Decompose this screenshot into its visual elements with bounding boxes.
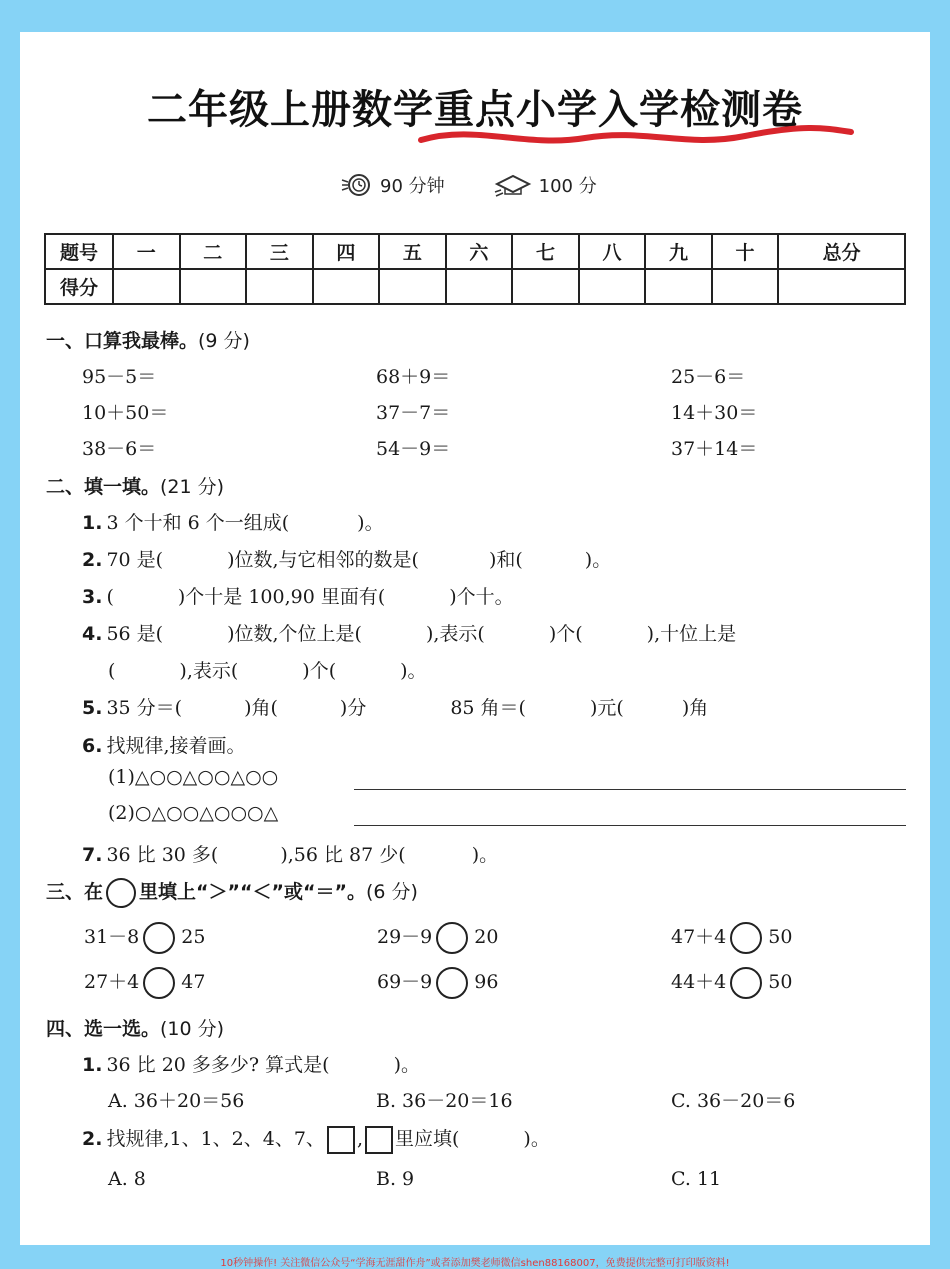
score-table	[44, 233, 906, 305]
section4-points: (10 分)	[160, 1018, 225, 1040]
question-number: 6.	[82, 735, 103, 757]
choice-option-b[interactable]: B. 36－20＝16	[376, 1090, 513, 1112]
compare-right: 50	[768, 926, 793, 948]
question-text: )分	[339, 697, 367, 719]
compare-item	[84, 922, 205, 954]
section4-q1	[82, 1050, 420, 1077]
section2-q1	[82, 508, 384, 535]
compare-right: 20	[474, 926, 499, 948]
question-text: )。	[400, 660, 427, 682]
question-number: 4.	[82, 623, 103, 645]
section1-item: 37＋14＝	[671, 438, 758, 460]
question-text: )个(	[548, 623, 583, 645]
question-text: 35 分＝(	[106, 697, 183, 719]
question-number: 1.	[82, 1054, 103, 1076]
score-table-col: 九	[645, 234, 712, 269]
compare-right: 96	[474, 971, 499, 993]
score-cell[interactable]	[512, 269, 579, 304]
score-cell[interactable]	[313, 269, 380, 304]
pattern-1: (1)△○○△○○△○○	[108, 766, 279, 788]
question-text: ,	[356, 1128, 363, 1150]
footer-promo: 10秒钟操作! 关注微信公众号“学海无涯甜作舟”或者添加樊老师微信shen88168007，免费提供完整可打印版资料!	[220, 1258, 730, 1269]
section1-title: 一、口算我最棒。	[46, 330, 199, 352]
section2-q5	[82, 693, 708, 720]
score-cell[interactable]	[180, 269, 247, 304]
section1-item: 37－7＝	[376, 402, 451, 424]
compare-item	[84, 967, 205, 999]
time-text: 90 分钟	[380, 176, 445, 197]
clock-icon	[340, 172, 374, 198]
section2-q4-line2	[108, 656, 427, 683]
question-number: 3.	[82, 586, 103, 608]
section2-heading	[46, 472, 224, 499]
question-text: )个(	[302, 660, 337, 682]
question-text: 70 是(	[106, 549, 164, 571]
score-table-score-row	[45, 269, 905, 304]
section2-points: (21 分)	[160, 476, 225, 498]
section1-item: 38－6＝	[82, 438, 157, 460]
section4-q2	[82, 1124, 550, 1154]
compare-circle[interactable]	[730, 967, 762, 999]
compare-left: 44＋4	[671, 971, 727, 993]
question-text: )。	[471, 844, 499, 866]
score-cell[interactable]	[246, 269, 313, 304]
score-table-col: 十	[712, 234, 779, 269]
question-number: 2.	[82, 1128, 103, 1150]
section2-q4-line1	[82, 619, 736, 646]
question-text: )位数,与它相邻的数是(	[227, 549, 419, 571]
answer-line[interactable]	[354, 825, 906, 826]
compare-left: 69－9	[377, 971, 433, 993]
section4-heading	[46, 1014, 224, 1041]
compare-left: 47＋4	[671, 926, 727, 948]
question-text: )位数,个位上是(	[227, 623, 362, 645]
question-text: 里应填(	[394, 1128, 460, 1150]
score-table-col: 三	[246, 234, 313, 269]
section2-title: 二、填一填。	[46, 476, 161, 498]
score-table-col: 总分	[778, 234, 905, 269]
choice-option-a[interactable]: A. 36＋20＝56	[108, 1090, 245, 1112]
score-text: 100 分	[538, 176, 597, 197]
compare-right: 25	[181, 926, 206, 948]
section1-item: 54－9＝	[376, 438, 451, 460]
choice-option-a[interactable]: A. 8	[108, 1168, 146, 1190]
title-underline-swoosh	[415, 118, 855, 158]
score-cell[interactable]	[113, 269, 180, 304]
choice-option-c[interactable]: C. 11	[671, 1168, 722, 1190]
question-number: 7.	[82, 844, 103, 866]
question-text: ),56 比 87 少(	[280, 844, 406, 866]
compare-right: 47	[181, 971, 206, 993]
compare-item	[377, 922, 498, 954]
section3-title: 里填上“＞”“＜”或“＝”。	[139, 881, 366, 903]
question-text: 36 比 30 多(	[106, 844, 219, 866]
section1-points: (9 分)	[198, 330, 250, 352]
question-text: (	[106, 586, 114, 608]
question-text: )。	[393, 1054, 420, 1076]
question-text: )。	[584, 549, 612, 571]
score-info	[493, 172, 597, 198]
compare-circle[interactable]	[436, 922, 468, 954]
question-text: )角	[681, 697, 709, 719]
compare-circle[interactable]	[143, 967, 175, 999]
question-number: 2.	[82, 549, 103, 571]
score-table-col: 六	[446, 234, 513, 269]
section1-item: 68＋9＝	[376, 366, 451, 388]
section2-q7	[82, 840, 498, 867]
score-table-label: 题号	[45, 234, 113, 269]
question-text: 3 个十和 6 个一组成(	[106, 512, 290, 534]
score-table-col: 五	[379, 234, 446, 269]
answer-box[interactable]	[365, 1126, 393, 1154]
section3-heading	[46, 877, 418, 908]
answer-line[interactable]	[354, 789, 906, 790]
section3-points: (6 分)	[365, 881, 418, 903]
question-text: 36 比 20 多多少? 算式是(	[106, 1054, 330, 1076]
question-text: 找规律,接着画。	[106, 735, 246, 757]
score-table-label: 得分	[45, 269, 113, 304]
score-table-col: 二	[180, 234, 247, 269]
compare-item	[671, 922, 792, 954]
question-text: )和(	[488, 549, 523, 571]
question-text: )个十。	[449, 586, 514, 608]
question-text: 56 是(	[106, 623, 164, 645]
question-text: 找规律,1、1、2、4、7、	[106, 1128, 325, 1150]
section1-item: 95－5＝	[82, 366, 157, 388]
compare-item	[671, 967, 792, 999]
score-table-col: 一	[113, 234, 180, 269]
section2-q6	[82, 731, 246, 758]
question-text: )个十是 100,90 里面有(	[177, 586, 386, 608]
graduation-cap-icon	[493, 172, 533, 198]
compare-right: 50	[768, 971, 793, 993]
compare-item	[377, 967, 498, 999]
question-text: 85 角＝(	[450, 697, 526, 719]
question-text: )角(	[244, 697, 278, 719]
choice-option-c[interactable]: C. 36－20＝6	[671, 1090, 796, 1112]
question-number: 5.	[82, 697, 103, 719]
section4-title: 四、选一选。	[46, 1018, 161, 1040]
compare-circle[interactable]	[730, 922, 762, 954]
compare-left: 27＋4	[84, 971, 140, 993]
question-text: ),十位上是	[646, 623, 737, 645]
section3-title: 三、在	[46, 881, 104, 903]
compare-left: 31－8	[84, 926, 140, 948]
score-cell[interactable]	[379, 269, 446, 304]
question-text: )。	[357, 512, 384, 534]
section1-item: 14＋30＝	[671, 402, 758, 424]
exam-meta	[340, 172, 645, 198]
question-number: 1.	[82, 512, 103, 534]
time-info	[340, 172, 445, 198]
compare-circle[interactable]	[143, 922, 175, 954]
question-text: ),表示(	[425, 623, 485, 645]
score-cell[interactable]	[712, 269, 779, 304]
answer-box[interactable]	[327, 1126, 355, 1154]
score-table-col: 七	[512, 234, 579, 269]
question-text: ),表示(	[179, 660, 239, 682]
score-cell[interactable]	[446, 269, 513, 304]
section1-heading	[46, 326, 250, 353]
section1-item: 10＋50＝	[82, 402, 169, 424]
compare-circle[interactable]	[436, 967, 468, 999]
compare-left: 29－9	[377, 926, 433, 948]
score-cell[interactable]	[778, 269, 905, 304]
pattern-2: (2)○△○○△○○○△	[108, 802, 279, 824]
score-table-col: 四	[313, 234, 380, 269]
score-cell[interactable]	[579, 269, 646, 304]
question-text: )元(	[589, 697, 624, 719]
score-table-col: 八	[579, 234, 646, 269]
question-text: )。	[523, 1128, 550, 1150]
question-text: (	[108, 660, 116, 682]
score-cell[interactable]	[645, 269, 712, 304]
choice-option-b[interactable]: B. 9	[376, 1168, 415, 1190]
page-title: 二年级上册数学重点小学入学检测卷	[147, 87, 803, 133]
section1-item: 25－6＝	[671, 366, 746, 388]
score-table-header-row	[45, 234, 905, 269]
circle-symbol	[106, 878, 136, 908]
section2-q2	[82, 545, 611, 572]
section2-q3	[82, 582, 514, 609]
